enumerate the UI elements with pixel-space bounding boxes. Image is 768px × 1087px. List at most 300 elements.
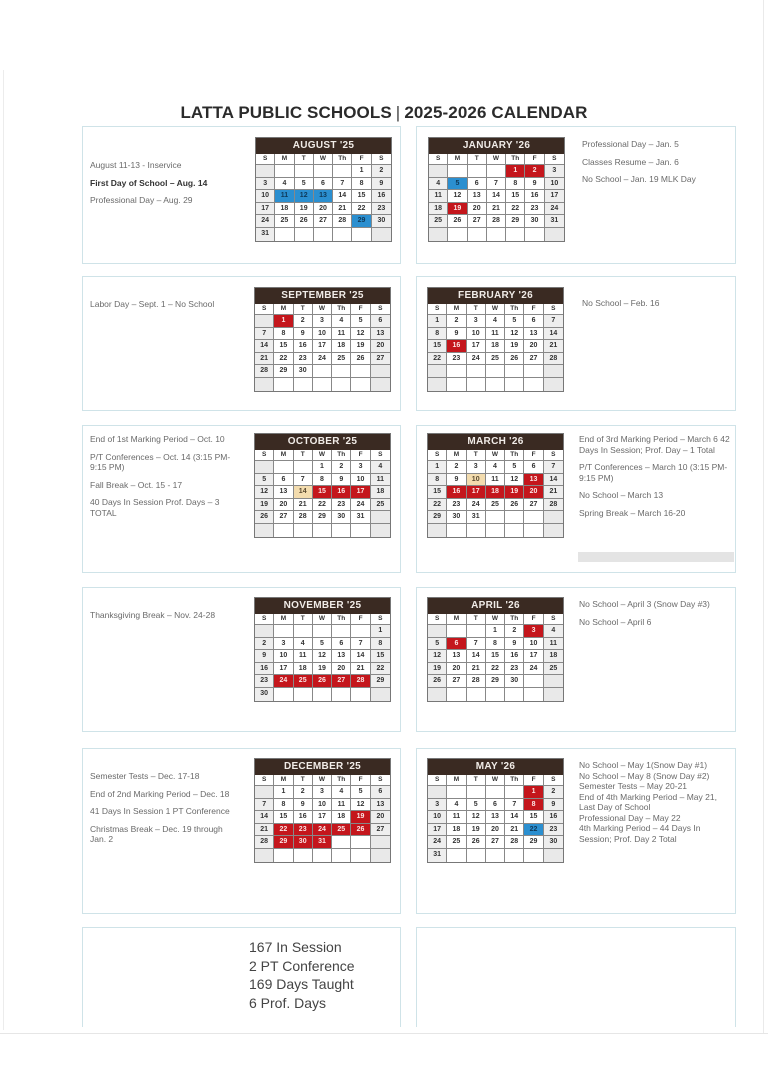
weekday-header: M: [274, 450, 293, 461]
weekday-header: S: [428, 450, 447, 461]
calendar-day: 30: [255, 688, 274, 701]
weekday-header: T: [294, 775, 313, 786]
calendar-day: 29: [371, 675, 390, 688]
calendar-day: 24: [428, 836, 447, 849]
calendar-day: 31: [467, 511, 486, 524]
calendar-empty-cell: [428, 625, 447, 638]
year-summary: [249, 938, 355, 1012]
note-item: Professional Day – Aug. 29: [90, 195, 193, 205]
calendar-day: 3: [467, 461, 486, 474]
calendar-empty-cell: [487, 165, 506, 178]
summary-days-taught: 169 Days Taught: [249, 976, 354, 992]
calendar-day: 17: [545, 190, 564, 203]
calendar-day: 1: [352, 165, 371, 178]
calendar-empty-cell: [428, 688, 447, 701]
calendar-day: 29: [313, 511, 332, 524]
weekday-header: F: [524, 775, 543, 786]
calendar-day: 17: [467, 340, 486, 353]
calendar-day: 27: [447, 675, 466, 688]
page-right-edge: [763, 0, 764, 1034]
calendar-day: 21: [544, 340, 563, 353]
calendar-day: 6: [447, 638, 466, 651]
calendar-day: 22: [352, 203, 371, 216]
calendar-day: 12: [505, 474, 524, 487]
calendar-day: 11: [275, 190, 294, 203]
calendar-empty-cell: [524, 524, 543, 537]
calendar-day: 3: [313, 786, 332, 799]
calendar-empty-cell: [447, 365, 466, 378]
calendar-empty-cell: [371, 524, 390, 537]
calendar-empty-cell: [428, 786, 447, 799]
note-item: Semester Tests – May 20-21: [579, 781, 688, 791]
calendar-day: 1: [524, 786, 543, 799]
calendar-day: 28: [255, 836, 274, 849]
calendar-month-title: MARCH '26: [428, 434, 563, 450]
calendar-day: 27: [314, 215, 333, 228]
calendar-day: 12: [295, 190, 314, 203]
calendar-day: 23: [447, 499, 466, 512]
calendar-day: 4: [447, 799, 466, 812]
notes-may: [579, 760, 735, 844]
weekday-header: Th: [505, 614, 524, 625]
calendar-empty-cell: [314, 165, 333, 178]
weekday-header: S: [371, 775, 390, 786]
calendar-day: 11: [486, 328, 505, 341]
calendar-empty-cell: [544, 849, 563, 862]
weekday-header: F: [351, 304, 370, 315]
calendar-day: 9: [505, 638, 524, 651]
calendar-empty-cell: [295, 228, 314, 241]
calendar-day: 28: [467, 675, 486, 688]
calendar-day: 14: [351, 650, 370, 663]
note-item: 41 Days In Session 1 PT Conference: [90, 806, 230, 816]
weekday-header: M: [447, 614, 466, 625]
calendar-day: 1: [428, 315, 447, 328]
notes-april: [579, 599, 729, 634]
calendar-grid: [429, 154, 564, 241]
calendar-day: 20: [486, 824, 505, 837]
calendar-day: 16: [372, 190, 391, 203]
calendar-day: 15: [428, 486, 447, 499]
calendar-day: 22: [274, 824, 293, 837]
calendar-empty-cell: [255, 378, 274, 391]
calendar-empty-cell: [313, 378, 332, 391]
calendar-day: 1: [371, 625, 390, 638]
calendar-day: 9: [447, 328, 466, 341]
weekday-header: S: [429, 154, 448, 165]
note-item: No School – March 13: [579, 490, 664, 500]
calendar-day: 22: [428, 353, 447, 366]
calendar-empty-cell: [332, 688, 351, 701]
calendar-empty-cell: [467, 849, 486, 862]
calendar-day: 26: [255, 511, 274, 524]
calendar-day: 5: [255, 474, 274, 487]
calendar-day: 9: [332, 474, 351, 487]
weekday-header: F: [352, 154, 371, 165]
calendar-month-title: MAY '26: [428, 759, 563, 775]
weekday-header: F: [351, 614, 370, 625]
calendar-day: 29: [524, 836, 543, 849]
calendar-day: 26: [351, 353, 370, 366]
calendar-empty-cell: [255, 625, 274, 638]
calendar-day: 7: [294, 474, 313, 487]
calendar-empty-cell: [545, 228, 564, 241]
panel-empty: [416, 927, 736, 1027]
calendar-day: 24: [545, 203, 564, 216]
calendar-day: 10: [467, 328, 486, 341]
calendar-empty-cell: [524, 378, 543, 391]
calendar-day: 22: [524, 824, 543, 837]
calendar-day: 7: [544, 315, 563, 328]
calendar-day: 28: [487, 215, 506, 228]
calendar-empty-cell: [255, 461, 274, 474]
calendar-month-title: OCTOBER '25: [255, 434, 390, 450]
calendar-empty-cell: [524, 688, 543, 701]
calendar-empty-cell: [505, 378, 524, 391]
calendar-day: 13: [524, 328, 543, 341]
weekday-header: S: [371, 304, 390, 315]
weekday-header: S: [544, 614, 563, 625]
calendar-day: 24: [467, 353, 486, 366]
calendar-day: 16: [505, 650, 524, 663]
calendar-empty-cell: [447, 625, 466, 638]
calendar-day: 6: [274, 474, 293, 487]
weekday-header: W: [486, 614, 505, 625]
calendar-empty-cell: [351, 836, 370, 849]
calendar-day: 22: [506, 203, 525, 216]
calendar-day: 16: [447, 486, 466, 499]
calendar-january: [428, 137, 565, 242]
calendar-day: 15: [506, 190, 525, 203]
calendar-empty-cell: [544, 365, 563, 378]
calendar-day: 27: [371, 824, 390, 837]
calendar-day: 8: [274, 799, 293, 812]
calendar-empty-cell: [428, 524, 447, 537]
calendar-day: 7: [487, 178, 506, 191]
calendar-day: 13: [524, 474, 543, 487]
calendar-day: 16: [294, 340, 313, 353]
calendar-empty-cell: [256, 165, 275, 178]
weekday-header: W: [486, 304, 505, 315]
calendar-day: 25: [486, 499, 505, 512]
weekday-header: F: [524, 450, 543, 461]
calendar-day: 1: [313, 461, 332, 474]
calendar-day: 30: [294, 365, 313, 378]
calendar-day: 27: [524, 499, 543, 512]
calendar-day: 28: [255, 365, 274, 378]
calendar-day: 11: [486, 474, 505, 487]
calendar-day: 26: [313, 675, 332, 688]
calendar-empty-cell: [274, 688, 293, 701]
calendar-empty-cell: [467, 365, 486, 378]
calendar-day: 17: [524, 650, 543, 663]
weekday-header: S: [428, 304, 447, 315]
calendar-day: 23: [505, 663, 524, 676]
calendar-day: 26: [351, 824, 370, 837]
calendar-empty-cell: [429, 228, 448, 241]
calendar-day: 24: [351, 499, 370, 512]
calendar-empty-cell: [294, 378, 313, 391]
weekday-header: T: [467, 304, 486, 315]
calendar-day: 17: [428, 824, 447, 837]
note-item: Labor Day – Sept. 1 – No School: [90, 299, 215, 309]
calendar-day: 16: [525, 190, 544, 203]
calendar-day: 27: [524, 353, 543, 366]
calendar-day: 22: [313, 499, 332, 512]
weekday-header: M: [274, 775, 293, 786]
calendar-day: 9: [294, 799, 313, 812]
calendar-day: 29: [352, 215, 371, 228]
calendar-day: 3: [428, 799, 447, 812]
notes-september: [90, 299, 245, 317]
calendar-day: 15: [371, 650, 390, 663]
calendar-day: 30: [525, 215, 544, 228]
calendar-september: [254, 287, 391, 392]
weekday-header: M: [447, 304, 466, 315]
calendar-day: 29: [274, 836, 293, 849]
weekday-header: S: [255, 775, 274, 786]
weekday-header: T: [294, 614, 313, 625]
calendar-day: 31: [313, 836, 332, 849]
calendar-day: 8: [274, 328, 293, 341]
weekday-header: W: [313, 450, 332, 461]
note-item: No School – April 3 (Snow Day #3): [579, 599, 710, 609]
calendar-day: 2: [544, 786, 563, 799]
calendar-day: 20: [274, 499, 293, 512]
weekday-header: Th: [332, 304, 351, 315]
calendar-day: 11: [332, 799, 351, 812]
summary-prof-days: 6 Prof. Days: [249, 994, 327, 1011]
calendar-day: 1: [506, 165, 525, 178]
notes-august: [90, 160, 245, 213]
weekday-header: Th: [332, 775, 351, 786]
calendar-empty-cell: [274, 849, 293, 862]
calendar-empty-cell: [544, 378, 563, 391]
weekday-header: W: [313, 775, 332, 786]
calendar-empty-cell: [544, 524, 563, 537]
calendar-day: 28: [294, 511, 313, 524]
calendar-empty-cell: [525, 228, 544, 241]
calendar-day: 8: [428, 328, 447, 341]
calendar-day: 5: [448, 178, 467, 191]
calendar-empty-cell: [294, 461, 313, 474]
calendar-empty-cell: [371, 688, 390, 701]
calendar-day: 2: [294, 786, 313, 799]
calendar-day: 30: [447, 511, 466, 524]
summary-in-session: 167 In Session: [249, 939, 342, 955]
weekday-header: T: [294, 450, 313, 461]
calendar-empty-cell: [486, 786, 505, 799]
calendar-day: 28: [351, 675, 370, 688]
calendar-month-title: JANUARY '26: [429, 138, 564, 154]
note-item: Spring Break – March 16-20: [579, 507, 686, 518]
calendar-day: 23: [294, 353, 313, 366]
calendar-empty-cell: [447, 688, 466, 701]
calendar-day: 8: [506, 178, 525, 191]
weekday-header: T: [468, 154, 487, 165]
calendar-empty-cell: [447, 786, 466, 799]
summary-pt-conference: 2 PT Conference: [249, 957, 355, 974]
calendar-grid: [428, 775, 563, 862]
calendar-day: 7: [544, 461, 563, 474]
calendar-day: 14: [544, 474, 563, 487]
calendar-day: 21: [467, 663, 486, 676]
calendar-day: 6: [524, 315, 543, 328]
calendar-empty-cell: [448, 165, 467, 178]
calendar-day: 7: [255, 799, 274, 812]
title-school: LATTA PUBLIC SCHOOLS: [180, 103, 392, 122]
calendar-day: 13: [447, 650, 466, 663]
calendar-day: 28: [505, 836, 524, 849]
note-item: Professional Day – May 22: [579, 812, 681, 823]
weekday-header: Th: [506, 154, 525, 165]
calendar-day: 23: [255, 675, 274, 688]
calendar-day: 23: [294, 824, 313, 837]
calendar-day: 18: [294, 663, 313, 676]
calendar-day: 3: [351, 461, 370, 474]
calendar-day: 8: [352, 178, 371, 191]
weekday-header: S: [371, 614, 390, 625]
weekday-header: W: [486, 775, 505, 786]
calendar-day: 12: [313, 650, 332, 663]
weekday-header: F: [351, 775, 370, 786]
calendar-day: 3: [313, 315, 332, 328]
calendar-day: 24: [313, 353, 332, 366]
weekday-header: S: [255, 304, 274, 315]
note-item: End of 4th Marking Period – May 21, Last Day of School: [579, 791, 717, 812]
calendar-day: 26: [505, 499, 524, 512]
calendar-empty-cell: [274, 461, 293, 474]
calendar-empty-cell: [486, 849, 505, 862]
calendar-october: [254, 433, 391, 538]
calendar-empty-cell: [351, 365, 370, 378]
calendar-day: 28: [333, 215, 352, 228]
weekday-header: T: [467, 775, 486, 786]
calendar-day: 4: [486, 461, 505, 474]
calendar-day: 15: [274, 340, 293, 353]
calendar-day: 12: [505, 328, 524, 341]
calendar-day: 30: [505, 675, 524, 688]
calendar-day: 8: [371, 638, 390, 651]
weekday-header: F: [524, 614, 543, 625]
calendar-day: 28: [544, 353, 563, 366]
calendar-day: 14: [467, 650, 486, 663]
note-item: Professional Day – Jan. 5: [582, 139, 679, 149]
title-separator: |: [395, 103, 401, 122]
calendar-empty-cell: [351, 625, 370, 638]
calendar-empty-cell: [294, 688, 313, 701]
calendar-empty-cell: [274, 378, 293, 391]
calendar-day: 17: [467, 486, 486, 499]
calendar-day: 15: [352, 190, 371, 203]
note-item: Thanksgiving Break – Nov. 24-28: [90, 610, 216, 620]
calendar-day: 2: [447, 315, 466, 328]
calendar-day: 14: [255, 811, 274, 824]
calendar-day: 15: [274, 811, 293, 824]
calendar-march: [427, 433, 564, 538]
calendar-empty-cell: [314, 228, 333, 241]
weekday-header: M: [275, 154, 294, 165]
calendar-day: 20: [468, 203, 487, 216]
weekday-header: S: [544, 304, 563, 315]
calendar-day: 31: [428, 849, 447, 862]
calendar-day: 21: [544, 486, 563, 499]
calendar-empty-cell: [371, 836, 390, 849]
calendar-day: 6: [371, 315, 390, 328]
calendar-grid: [255, 614, 390, 701]
weekday-header: M: [448, 154, 467, 165]
calendar-month-title: DECEMBER '25: [255, 759, 390, 775]
calendar-day: 1: [486, 625, 505, 638]
weekday-header: T: [467, 450, 486, 461]
calendar-day: 7: [467, 638, 486, 651]
calendar-day: 13: [371, 799, 390, 812]
calendar-empty-cell: [294, 524, 313, 537]
weekday-header: M: [274, 304, 293, 315]
calendar-empty-cell: [544, 688, 563, 701]
calendar-empty-cell: [467, 625, 486, 638]
note-item: Semester Tests – Dec. 17-18: [90, 771, 200, 781]
calendar-day: 1: [274, 315, 293, 328]
calendar-day: 12: [467, 811, 486, 824]
calendar-february: [427, 287, 564, 392]
note-item: 4th Marking Period – 44 Days In Session; Prof. Day 2 Total: [579, 823, 701, 844]
weekday-header: T: [295, 154, 314, 165]
notes-november: [90, 610, 245, 628]
calendar-day: 10: [256, 190, 275, 203]
calendar-day: 4: [294, 638, 313, 651]
calendar-day: 18: [371, 486, 390, 499]
calendar-empty-cell: [351, 849, 370, 862]
calendar-empty-cell: [274, 524, 293, 537]
calendar-grid: [255, 450, 390, 537]
notes-march: [579, 434, 735, 525]
weekday-header: S: [371, 450, 390, 461]
calendar-november: [254, 597, 391, 702]
notes-december: [90, 771, 230, 852]
calendar-day: 3: [256, 178, 275, 191]
calendar-day: 25: [371, 499, 390, 512]
calendar-day: 31: [351, 511, 370, 524]
weekday-header: M: [274, 614, 293, 625]
note-item: 40 Days In Session Prof. Days – 3 TOTAL: [90, 497, 220, 518]
calendar-day: 12: [351, 328, 370, 341]
calendar-empty-cell: [371, 365, 390, 378]
calendar-day: 4: [332, 315, 351, 328]
calendar-day: 3: [545, 165, 564, 178]
calendar-day: 18: [447, 824, 466, 837]
note-item: No School – May 1(Snow Day #1): [579, 760, 708, 770]
calendar-day: 22: [486, 663, 505, 676]
calendar-empty-cell: [468, 165, 487, 178]
calendar-day: 27: [468, 215, 487, 228]
calendar-empty-cell: [294, 625, 313, 638]
weekday-header: S: [255, 614, 274, 625]
weekday-header: Th: [505, 304, 524, 315]
calendar-day: 4: [275, 178, 294, 191]
calendar-day: 9: [255, 650, 274, 663]
calendar-day: 21: [351, 663, 370, 676]
calendar-empty-cell: [313, 365, 332, 378]
calendar-day: 13: [274, 486, 293, 499]
calendar-day: 20: [524, 486, 543, 499]
calendar-empty-cell: [505, 786, 524, 799]
calendar-day: 19: [313, 663, 332, 676]
calendar-day: 4: [486, 315, 505, 328]
calendar-day: 10: [545, 178, 564, 191]
calendar-day: 2: [255, 638, 274, 651]
calendar-day: 23: [544, 824, 563, 837]
